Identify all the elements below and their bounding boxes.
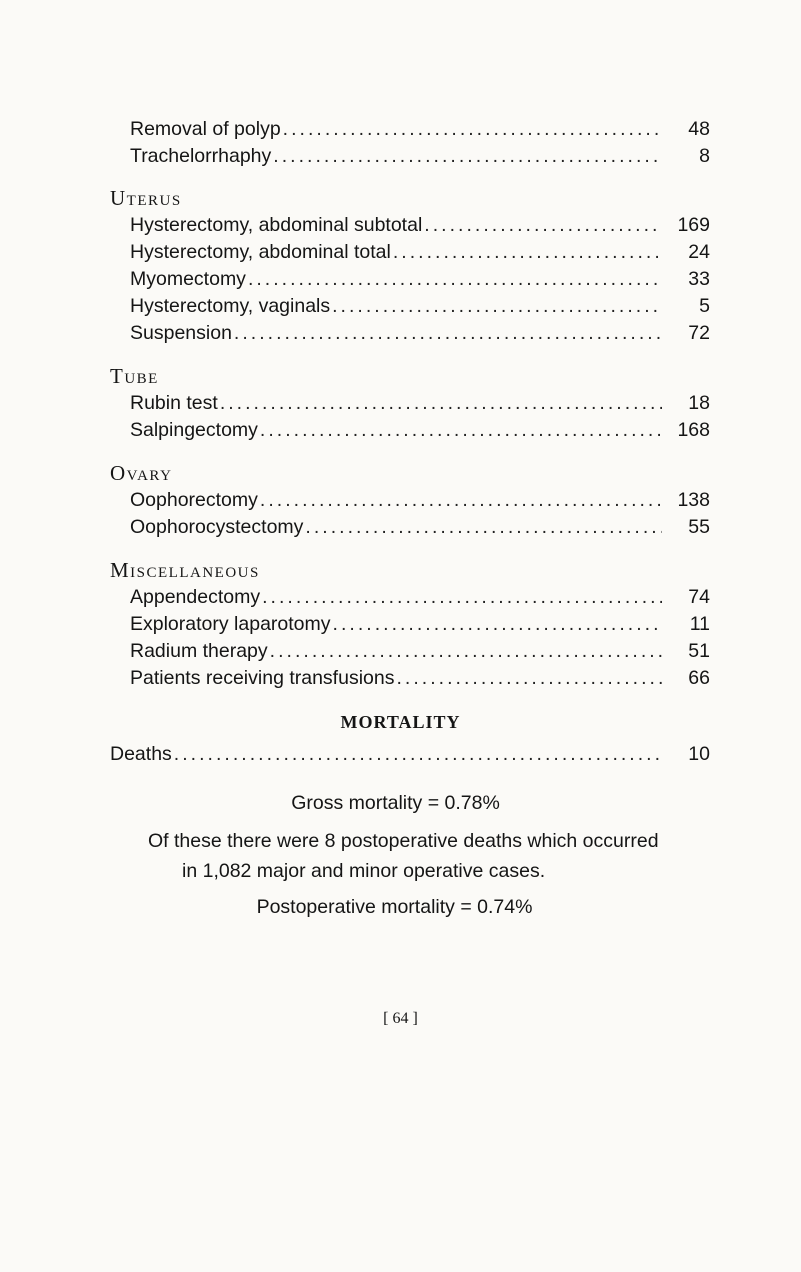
leader-dots (396, 667, 662, 690)
item-label: Radium therapy (130, 640, 268, 662)
mortality-note (148, 826, 768, 886)
item-label: Appendectomy (130, 586, 261, 608)
item-value: 138 (677, 489, 710, 511)
section-heading-miscellaneous: Miscellaneous (110, 558, 260, 582)
mortality-title: MORTALITY (340, 712, 461, 732)
list-item (130, 295, 710, 325)
list-item (130, 214, 710, 244)
leader-dots (273, 145, 662, 168)
list-item (130, 145, 710, 175)
note-line-1: Of these there were 8 postoperative deaths which occurred (148, 830, 659, 852)
section-heading-ovary: Ovary (110, 461, 173, 485)
list-item (130, 419, 710, 449)
item-label: Oophorocystectomy (130, 516, 304, 538)
item-label: Rubin test (130, 392, 218, 414)
list-item (130, 241, 710, 271)
deaths-label: Deaths (110, 743, 172, 765)
list-item (130, 613, 710, 643)
list-item (130, 392, 710, 422)
item-value: 8 (699, 145, 710, 167)
note-line-2: in 1,082 major and minor operative cases. (182, 860, 546, 882)
leader-dots (248, 268, 662, 291)
item-value: 33 (688, 268, 710, 290)
item-value: 66 (688, 667, 710, 689)
deaths-value: 10 (688, 743, 710, 765)
leader-dots (174, 743, 662, 766)
list-item (130, 322, 710, 352)
gross-mortality: Gross mortality = 0.78% (291, 792, 500, 814)
leader-dots (262, 586, 662, 609)
list-item (130, 489, 710, 519)
page-number: [ 64 ] (383, 1010, 418, 1027)
item-value: 51 (688, 640, 710, 662)
item-label: Hysterectomy, abdominal total (130, 241, 391, 263)
item-label: Hysterectomy, vaginals (130, 295, 331, 317)
item-label: Hysterectomy, abdominal subtotal (130, 214, 423, 236)
item-value: 74 (688, 586, 710, 608)
item-label: Exploratory laparotomy (130, 613, 331, 635)
leader-dots (393, 241, 662, 264)
item-label: Trachelorrhaphy (130, 145, 272, 167)
list-item (130, 667, 710, 697)
item-label: Patients receiving transfusions (130, 667, 395, 689)
leader-dots (305, 516, 662, 539)
leader-dots (424, 214, 662, 237)
item-label: Removal of polyp (130, 118, 281, 140)
item-label: Salpingectomy (130, 419, 258, 441)
item-label: Oophorectomy (130, 489, 258, 511)
leader-dots (260, 489, 662, 512)
deaths-row (110, 743, 710, 773)
item-label: Suspension (130, 322, 232, 344)
item-value: 24 (688, 241, 710, 263)
list-item (130, 118, 710, 148)
item-value: 48 (688, 118, 710, 140)
item-value: 55 (688, 516, 710, 538)
list-item (130, 516, 710, 546)
leader-dots (332, 295, 662, 318)
leader-dots (234, 322, 662, 345)
item-label: Myomectomy (130, 268, 246, 290)
section-heading-uterus: Uterus (110, 186, 182, 210)
leader-dots (333, 613, 662, 636)
postoperative-mortality: Postoperative mortality = 0.74% (256, 896, 533, 918)
item-value: 5 (699, 295, 710, 317)
leader-dots (283, 118, 662, 141)
item-value: 168 (677, 419, 710, 441)
item-value: 18 (688, 392, 710, 414)
list-item (130, 640, 710, 670)
item-value: 11 (689, 613, 710, 635)
item-value: 169 (677, 214, 710, 236)
leader-dots (260, 419, 662, 442)
list-item (130, 586, 710, 616)
leader-dots (220, 392, 662, 415)
list-item (130, 268, 710, 298)
section-heading-tube: Tube (110, 364, 159, 388)
leader-dots (270, 640, 662, 663)
item-value: 72 (688, 322, 710, 344)
